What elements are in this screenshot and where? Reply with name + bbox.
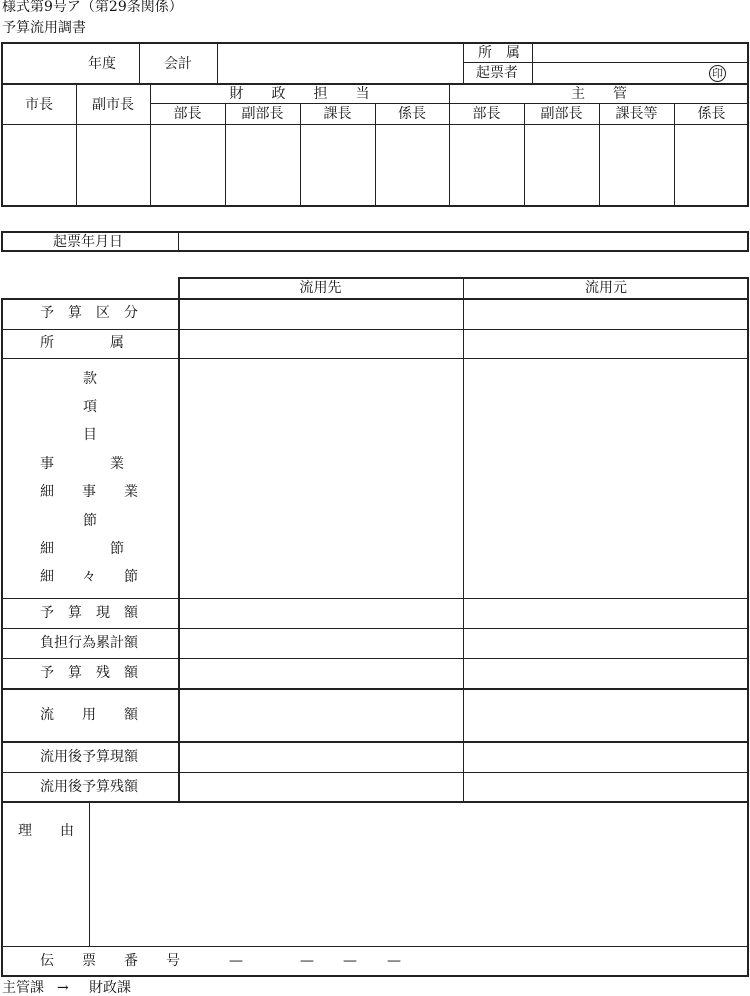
footer-from: 主管課 (2, 980, 44, 996)
supervisor-col-bucho: 部長 (472, 106, 501, 122)
arrow-right-icon: → (57, 980, 69, 996)
supervisor-col-kakaricho: 係長 (697, 106, 726, 122)
deputy-mayor-label: 副市長 (92, 97, 134, 113)
row-kou: 項 (83, 399, 97, 415)
fiscal-year-label: 年度 (88, 56, 116, 72)
row-setsu: 節 (83, 513, 97, 529)
col-transfer-to: 流用先 (299, 280, 342, 296)
row-jigyou: 事 業 (40, 456, 124, 472)
finance-col-bucho: 部長 (173, 106, 202, 122)
form-title: 予算流用調書 (2, 20, 86, 36)
col-transfer-from: 流用元 (585, 280, 627, 296)
finance-group-label: 財 政 担 当 (229, 86, 370, 102)
row-post-current: 流用後予算現額 (40, 749, 138, 765)
row-affiliation: 所 属 (40, 335, 124, 351)
supervisor-group-label: 主 管 (571, 86, 627, 102)
row-remaining-budget: 予 算 残 額 (40, 665, 138, 681)
footer-to: 財政課 (89, 980, 131, 996)
finance-col-kacho: 課長 (323, 106, 352, 122)
mayor-label: 市長 (25, 97, 53, 113)
row-budget-class: 予 算 区 分 (40, 305, 138, 321)
slip-dash-4: — (387, 953, 401, 969)
row-transfer-amount: 流 用 額 (40, 707, 138, 723)
reason-label: 理 由 (18, 823, 74, 839)
row-saisaisetsu: 細 々 節 (40, 569, 138, 585)
seal-icon: 印 (709, 65, 726, 82)
supervisor-col-kachoto: 課長等 (615, 106, 658, 122)
row-post-remaining: 流用後予算残額 (40, 779, 138, 795)
form-number: 様式第9号ア（第29条関係） (2, 0, 183, 15)
slip-number-label: 伝 票 番 号 (40, 953, 180, 969)
drafter-label: 起票者 (476, 65, 518, 81)
slip-dash-3: — (343, 953, 357, 969)
finance-col-fukubucho: 副部長 (241, 106, 284, 122)
slip-dash-1: — (229, 953, 243, 969)
affiliation-label: 所 属 (478, 45, 520, 61)
row-kan: 款 (83, 371, 97, 387)
row-saijigyou: 細 事 業 (40, 484, 138, 500)
row-commitment-total: 負担行為累計額 (40, 635, 138, 651)
supervisor-col-fukubucho: 副部長 (540, 106, 583, 122)
row-saisetsu: 細 節 (40, 541, 124, 557)
account-label: 会計 (164, 56, 192, 72)
slip-dash-2: — (300, 953, 314, 969)
row-current-budget: 予 算 現 額 (40, 605, 138, 621)
finance-col-kakaricho: 係長 (398, 106, 426, 122)
row-moku: 目 (83, 427, 97, 443)
draft-date-label: 起票年月日 (53, 234, 123, 250)
